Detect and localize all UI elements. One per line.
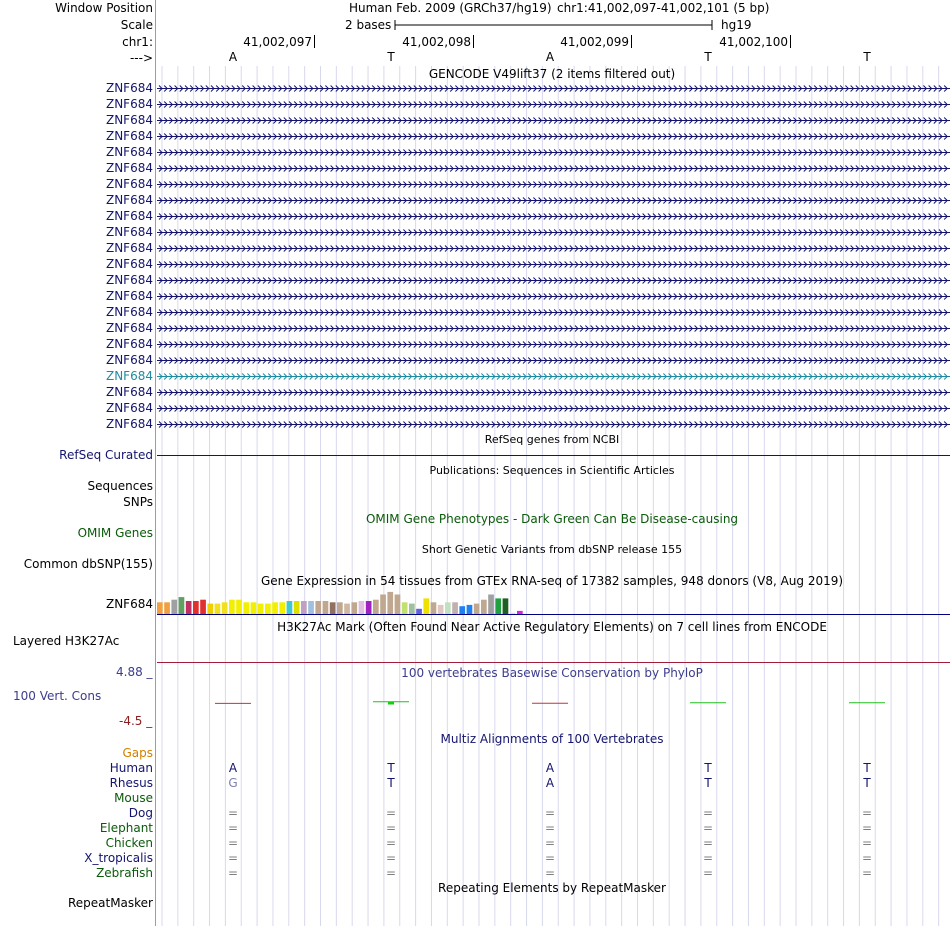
multiz-base: =: [385, 821, 397, 835]
gtex-tissue-bar[interactable]: [366, 601, 372, 614]
ruler-coord: 41,002,100: [719, 35, 788, 49]
position-readout: chr1:41,002,097-41,002,101 (5 bp): [557, 1, 770, 15]
h3k27ac-baseline: [157, 662, 950, 663]
gencode-gene-arrows[interactable]: [157, 305, 950, 321]
multiz-species-label[interactable]: Zebrafish: [96, 866, 153, 880]
gtex-tissue-bar[interactable]: [279, 602, 285, 614]
ruler-base: T: [704, 50, 712, 64]
gtex-tissue-bar[interactable]: [258, 604, 264, 614]
gtex-tissue-bar[interactable]: [315, 601, 321, 614]
repeatmasker-title: Repeating Elements by RepeatMasker: [438, 881, 666, 895]
multiz-base: =: [227, 821, 239, 835]
gtex-tissue-bar[interactable]: [229, 600, 235, 614]
multiz-base: =: [544, 806, 556, 820]
gencode-gene-label[interactable]: ZNF684: [105, 161, 153, 175]
dbsnp-title: Short Genetic Variants from dbSNP release 155: [421, 543, 683, 556]
gtex-tissue-bar[interactable]: [431, 602, 437, 614]
multiz-base: =: [861, 821, 873, 835]
gtex-tissue-bar[interactable]: [243, 602, 249, 614]
gaps-label[interactable]: Gaps: [122, 746, 153, 760]
gtex-tissue-bar[interactable]: [323, 601, 329, 614]
multiz-title: Multiz Alignments of 100 Vertebrates: [440, 732, 664, 746]
gtex-tissue-bar[interactable]: [438, 605, 444, 614]
gtex-tissue-bar[interactable]: [236, 600, 242, 614]
gencode-gene-arrows[interactable]: [157, 401, 950, 417]
h3k27ac-title: H3K27Ac Mark (Often Found Near Active Regulatory Elements) on 7 cell lines from ENCODE: [277, 620, 827, 634]
gencode-gene-arrows[interactable]: [157, 177, 950, 193]
refseq-gene-line[interactable]: [157, 455, 950, 456]
gencode-gene-arrows[interactable]: [157, 193, 950, 209]
gtex-tissue-bar[interactable]: [337, 602, 343, 614]
gtex-tissue-bar[interactable]: [395, 595, 401, 615]
multiz-species-label[interactable]: Dog: [128, 806, 153, 820]
gtex-baseline: [157, 614, 950, 615]
refseq-label[interactable]: RefSeq Curated: [59, 448, 153, 462]
gtex-tissue-bar[interactable]: [402, 602, 408, 614]
multiz-base: T: [704, 776, 712, 790]
phylop-plot[interactable]: [157, 680, 950, 720]
multiz-base: =: [227, 836, 239, 850]
gtex-tissue-bar[interactable]: [467, 605, 473, 614]
gtex-tissue-bar[interactable]: [171, 600, 177, 614]
gtex-bar-chart[interactable]: [157, 588, 557, 614]
phylop-title: 100 vertebrates Basewise Conservation by PhyloP: [401, 666, 703, 680]
gtex-tissue-bar[interactable]: [373, 600, 379, 614]
ruler-tick: [314, 35, 315, 48]
gencode-gene-arrows[interactable]: [157, 225, 950, 241]
ruler-base: T: [863, 50, 871, 64]
gencode-gene-arrows[interactable]: [157, 289, 950, 305]
ruler-tick: [631, 35, 632, 48]
gencode-gene-label[interactable]: ZNF684: [105, 353, 153, 367]
gtex-tissue-bar[interactable]: [301, 601, 307, 614]
multiz-base: =: [385, 806, 397, 820]
multiz-base: A: [228, 761, 238, 775]
multiz-species-label[interactable]: Rhesus: [109, 776, 153, 790]
gencode-title: GENCODE V49lift37 (2 items filtered out): [428, 67, 676, 81]
multiz-base: =: [544, 836, 556, 850]
publications-title: Publications: Sequences in Scientific Articles: [429, 464, 675, 477]
gencode-gene-arrows[interactable]: [157, 337, 950, 353]
multiz-base: =: [861, 806, 873, 820]
gtex-tissue-bar[interactable]: [380, 595, 386, 615]
assembly-name: Human Feb. 2009 (GRCh37/hg19): [349, 1, 552, 15]
ruler-coord: 41,002,099: [560, 35, 629, 49]
gtex-tissue-bar[interactable]: [387, 592, 393, 614]
strand-label: --->: [129, 51, 153, 65]
ruler-base: A: [228, 50, 238, 64]
multiz-base: T: [704, 761, 712, 775]
gtex-tissue-bar[interactable]: [359, 601, 365, 614]
phylop-value-bar[interactable]: [388, 702, 394, 705]
gtex-tissue-bar[interactable]: [423, 598, 429, 614]
gtex-tissue-bar[interactable]: [207, 604, 213, 614]
ruler-tick: [473, 35, 474, 48]
scale-label: Scale: [120, 18, 153, 32]
gencode-gene-arrows[interactable]: [157, 353, 950, 369]
gtex-tissue-bar[interactable]: [179, 597, 185, 614]
ruler-tick: [790, 35, 791, 48]
multiz-base: A: [545, 761, 555, 775]
gtex-title: Gene Expression in 54 tissues from GTEx RNA-seq of 17382 samples, 948 donors (V8, Aug 2019): [260, 574, 844, 588]
multiz-base: T: [863, 761, 871, 775]
gtex-tissue-bar[interactable]: [445, 602, 451, 614]
multiz-base: =: [544, 821, 556, 835]
gtex-tissue-bar[interactable]: [459, 606, 465, 614]
gtex-tissue-bar[interactable]: [265, 604, 271, 614]
gencode-gene-arrows[interactable]: [157, 385, 950, 401]
publications-label-sequences[interactable]: Sequences: [87, 479, 153, 493]
gencode-gene-label[interactable]: ZNF684: [105, 257, 153, 271]
gencode-gene-label[interactable]: ZNF684: [105, 401, 153, 415]
gencode-gene-arrows[interactable]: [157, 241, 950, 257]
gtex-tissue-bar[interactable]: [330, 602, 336, 614]
gencode-gene-arrows[interactable]: [157, 209, 950, 225]
refseq-title: RefSeq genes from NCBI: [484, 433, 620, 446]
gtex-tissue-bar[interactable]: [186, 601, 192, 614]
gencode-gene-arrows[interactable]: [157, 81, 950, 97]
phylop-min: -4.5 _: [119, 714, 153, 728]
gencode-gene-arrows[interactable]: [157, 113, 950, 129]
multiz-base: =: [702, 821, 714, 835]
multiz-base: =: [861, 866, 873, 880]
gencode-gene-label[interactable]: ZNF684: [105, 305, 153, 319]
h3k27ac-label[interactable]: Layered H3K27Ac: [13, 634, 120, 648]
image-left-border: [155, 0, 156, 926]
db-name: hg19: [721, 18, 752, 32]
multiz-base: =: [702, 806, 714, 820]
multiz-base: =: [227, 806, 239, 820]
publications-label-snps[interactable]: SNPs: [123, 495, 153, 509]
gtex-tissue-bar[interactable]: [215, 604, 221, 614]
multiz-species-label[interactable]: Mouse: [114, 791, 153, 805]
gencode-gene-arrows[interactable]: [157, 145, 950, 161]
gencode-gene-label[interactable]: ZNF684: [105, 241, 153, 255]
gencode-gene-arrows[interactable]: [157, 417, 950, 433]
gencode-gene-label[interactable]: ZNF684: [105, 129, 153, 143]
multiz-base: =: [702, 836, 714, 850]
gencode-gene-label[interactable]: ZNF684: [105, 225, 153, 239]
multiz-species-label[interactable]: Elephant: [99, 821, 153, 835]
multiz-base: T: [387, 776, 395, 790]
gtex-tissue-bar[interactable]: [503, 598, 509, 614]
ruler-coord: 41,002,097: [243, 35, 312, 49]
omim-title: OMIM Gene Phenotypes - Dark Green Can Be Disease-causing: [365, 512, 739, 526]
gtex-tissue-bar[interactable]: [481, 600, 487, 614]
scale-text: 2 bases: [345, 18, 392, 32]
gencode-gene-label[interactable]: ZNF684: [105, 289, 153, 303]
gencode-gene-arrows[interactable]: [157, 321, 950, 337]
multiz-base: =: [861, 851, 873, 865]
gtex-tissue-bar[interactable]: [452, 602, 458, 614]
multiz-base: =: [227, 866, 239, 880]
multiz-species-label[interactable]: Human: [109, 761, 153, 775]
gencode-gene-label[interactable]: ZNF684: [105, 321, 153, 335]
repeatmasker-label[interactable]: RepeatMasker: [67, 896, 153, 910]
chr-label: chr1:: [122, 35, 153, 49]
gtex-tissue-bar[interactable]: [488, 595, 494, 615]
multiz-species-label[interactable]: X_tropicalis: [84, 851, 153, 865]
ruler-base: T: [387, 50, 395, 64]
gencode-gene-label[interactable]: ZNF684: [105, 193, 153, 207]
multiz-base: =: [227, 851, 239, 865]
gencode-gene-label[interactable]: ZNF684: [105, 209, 153, 223]
gencode-gene-label[interactable]: ZNF684: [105, 113, 153, 127]
gencode-gene-label[interactable]: ZNF684: [105, 369, 153, 383]
ruler-base: A: [545, 50, 555, 64]
multiz-base: =: [385, 836, 397, 850]
dbsnp-label[interactable]: Common dbSNP(155): [23, 557, 153, 571]
gencode-gene-arrows[interactable]: [157, 273, 950, 289]
gencode-gene-label[interactable]: ZNF684: [105, 385, 153, 399]
gtex-tissue-bar[interactable]: [193, 601, 199, 614]
multiz-base: =: [861, 836, 873, 850]
gtex-tissue-bar[interactable]: [344, 604, 350, 614]
multiz-base: A: [545, 776, 555, 790]
gencode-gene-label[interactable]: ZNF684: [105, 337, 153, 351]
gtex-tissue-bar[interactable]: [157, 602, 163, 614]
omim-label[interactable]: OMIM Genes: [77, 526, 153, 540]
gencode-gene-label[interactable]: ZNF684: [105, 273, 153, 287]
gtex-tissue-bar[interactable]: [474, 604, 480, 614]
gtex-label[interactable]: ZNF684: [105, 597, 153, 611]
gencode-gene-label[interactable]: ZNF684: [105, 97, 153, 111]
gencode-gene-arrows[interactable]: [157, 129, 950, 145]
multiz-base: =: [544, 866, 556, 880]
gencode-gene-label[interactable]: ZNF684: [105, 177, 153, 191]
phylop-max: 4.88 _: [116, 665, 153, 679]
scale-bar: [394, 18, 714, 32]
gencode-gene-arrows[interactable]: [157, 161, 950, 177]
gtex-tissue-bar[interactable]: [251, 602, 257, 614]
multiz-species-label[interactable]: Chicken: [105, 836, 153, 850]
gencode-gene-label[interactable]: ZNF684: [105, 417, 153, 431]
gtex-tissue-bar[interactable]: [272, 602, 278, 614]
gtex-tissue-bar[interactable]: [495, 598, 501, 614]
multiz-base: T: [387, 761, 395, 775]
gencode-gene-arrows[interactable]: [157, 369, 950, 385]
gencode-gene-label[interactable]: ZNF684: [105, 145, 153, 159]
gtex-tissue-bar[interactable]: [164, 602, 170, 614]
gtex-tissue-bar[interactable]: [409, 604, 415, 614]
gtex-tissue-bar[interactable]: [351, 602, 357, 614]
multiz-base: =: [385, 851, 397, 865]
gtex-tissue-bar[interactable]: [294, 601, 300, 614]
gencode-gene-arrows[interactable]: [157, 257, 950, 273]
gtex-tissue-bar[interactable]: [308, 601, 314, 614]
multiz-base: =: [702, 851, 714, 865]
gtex-tissue-bar[interactable]: [200, 600, 206, 614]
multiz-base: T: [863, 776, 871, 790]
phylop-label[interactable]: 100 Vert. Cons: [13, 689, 102, 703]
gencode-gene-arrows[interactable]: [157, 97, 950, 113]
multiz-base: =: [544, 851, 556, 865]
gtex-tissue-bar[interactable]: [222, 602, 228, 614]
gencode-gene-label[interactable]: ZNF684: [105, 81, 153, 95]
gtex-tissue-bar[interactable]: [287, 601, 293, 614]
ruler-coord: 41,002,098: [402, 35, 471, 49]
multiz-base: =: [702, 866, 714, 880]
multiz-base: =: [385, 866, 397, 880]
window-position-label: Window Position: [55, 1, 153, 15]
multiz-base: G: [228, 776, 238, 790]
